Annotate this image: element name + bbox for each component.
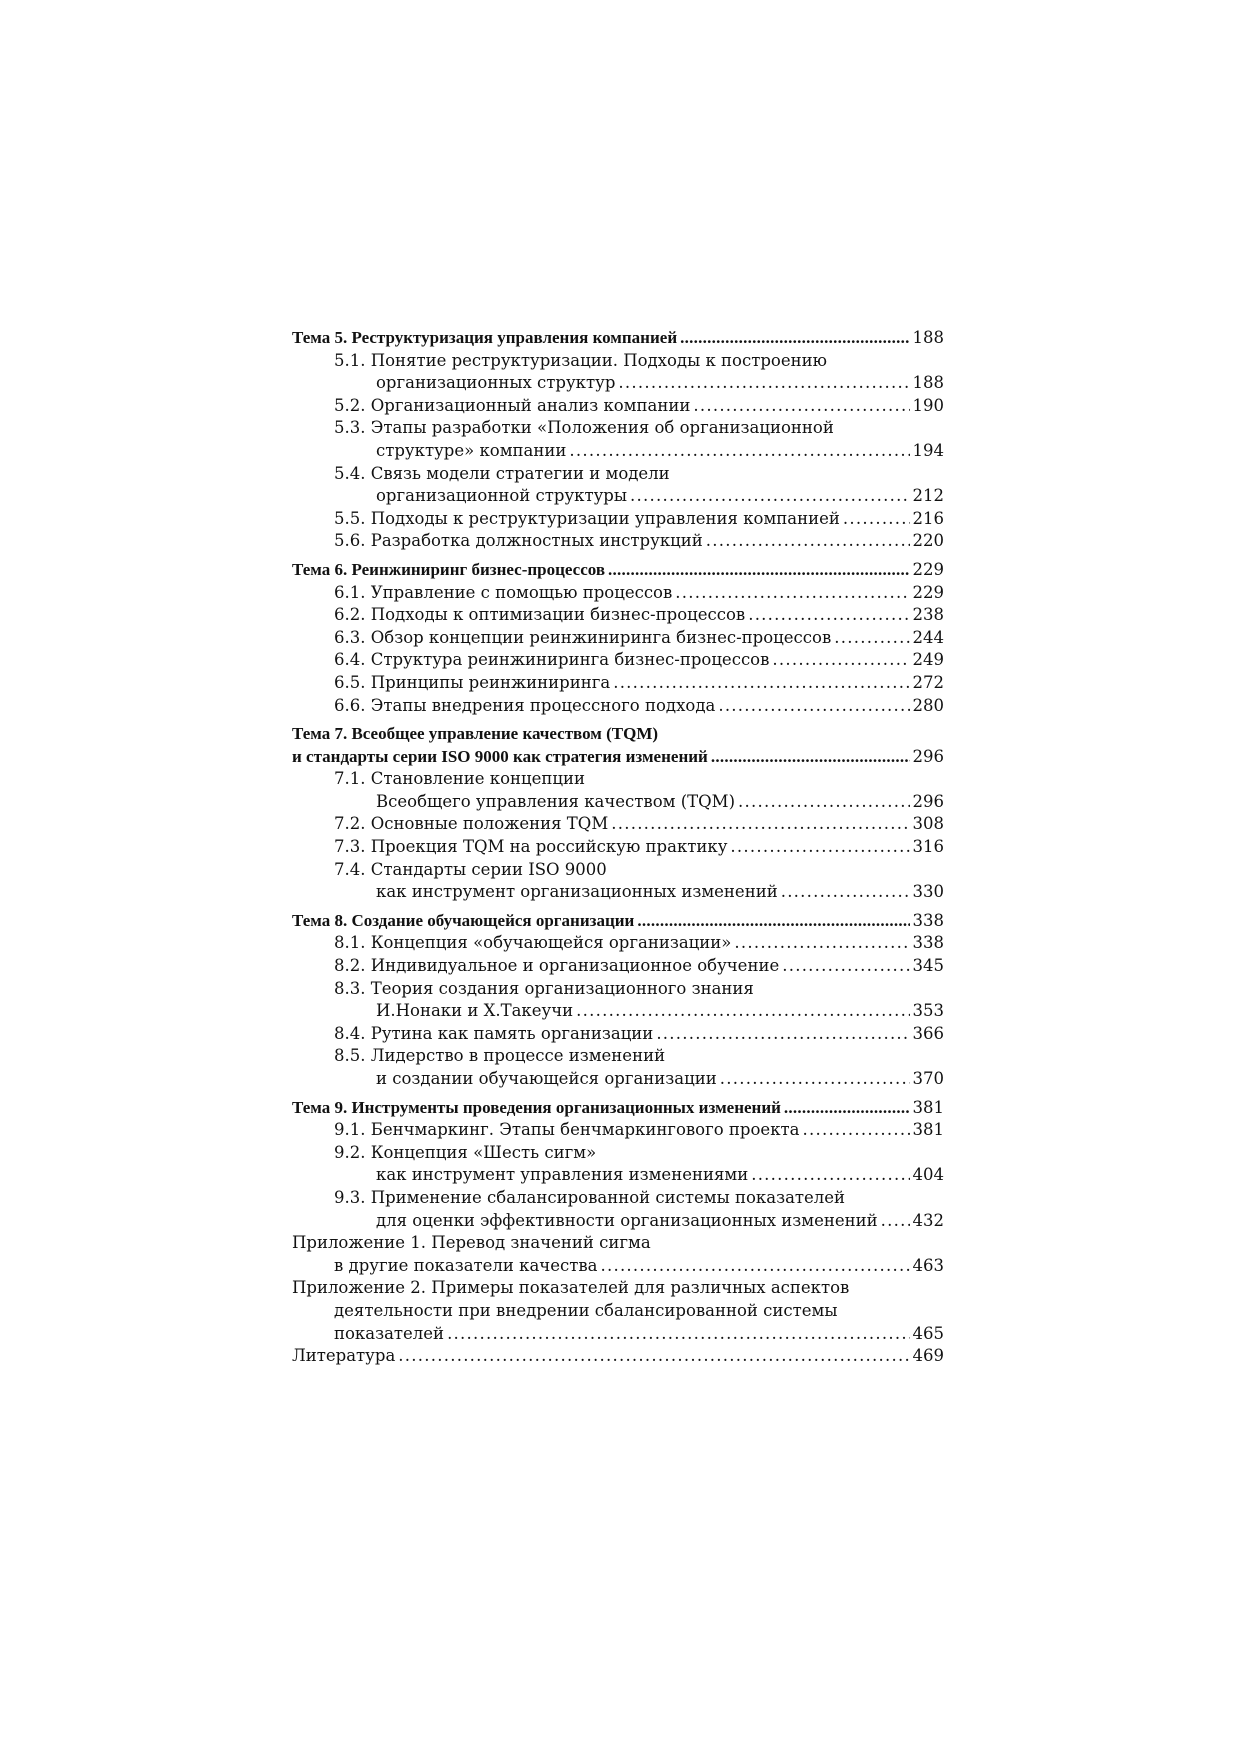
toc-appendix-entry bbox=[334, 1323, 944, 1346]
toc-section-title: 7.3. Проекция TQM на российскую практику bbox=[334, 837, 728, 857]
dot-leader bbox=[630, 485, 909, 508]
toc-appendix bbox=[292, 1232, 944, 1277]
toc-section-line: 5.3. Этапы разработки «Положения об организационной bbox=[334, 418, 834, 438]
dot-leader bbox=[637, 910, 909, 933]
toc-topic-heading bbox=[292, 746, 944, 769]
page-number: 463 bbox=[912, 1255, 944, 1275]
toc-section-title: как инструмент организационных изменений bbox=[376, 882, 778, 902]
dot-leader bbox=[711, 746, 910, 769]
dot-leader bbox=[843, 508, 910, 531]
toc-section-title: 6.1. Управление с помощью процессов bbox=[334, 582, 673, 602]
dot-leader bbox=[569, 440, 909, 463]
toc-section-title: как инструмент управления изменениями bbox=[376, 1165, 749, 1185]
toc-section bbox=[334, 582, 944, 605]
toc-section-line: 9.2. Концепция «Шесть сигм» bbox=[334, 1142, 597, 1162]
toc-section bbox=[334, 955, 944, 978]
toc-section-title: И.Нонаки и Х.Такеучи bbox=[376, 1001, 574, 1021]
toc-section bbox=[376, 881, 944, 904]
toc-appendix-entry-title: в другие показатели качества bbox=[334, 1255, 598, 1275]
toc-section-title: организационной структуры bbox=[376, 486, 628, 506]
page-number: 296 bbox=[912, 791, 944, 811]
toc-appendix bbox=[292, 1277, 944, 1345]
toc-section-title: 6.3. Обзор концепции реинжиниринга бизнес-процессов bbox=[334, 627, 832, 647]
toc-section-title: 9.1. Бенчмаркинг. Этапы бенчмаркингового проекта bbox=[334, 1120, 800, 1140]
toc-section-title: 6.6. Этапы внедрения процессного подхода bbox=[334, 695, 716, 715]
toc-section bbox=[376, 485, 944, 508]
toc-section bbox=[334, 932, 944, 955]
toc-section bbox=[334, 530, 944, 553]
toc-section bbox=[334, 813, 944, 836]
dot-leader bbox=[680, 327, 909, 350]
dot-leader bbox=[881, 1210, 910, 1233]
page-number: 353 bbox=[912, 1001, 944, 1021]
page-number: 280 bbox=[912, 695, 944, 715]
page-number: 212 bbox=[912, 486, 944, 506]
dot-leader bbox=[782, 955, 909, 978]
page-number: 194 bbox=[912, 440, 944, 460]
toc-section-title: 8.4. Рутина как память организации bbox=[334, 1023, 654, 1043]
dot-leader bbox=[781, 881, 910, 904]
toc-appendix-entry-title: показателей bbox=[334, 1323, 445, 1343]
dot-leader bbox=[618, 372, 909, 395]
toc-appendix-line: Приложение 1. Перевод значений сигма bbox=[292, 1233, 651, 1253]
toc-topic-heading bbox=[292, 327, 944, 350]
toc-section bbox=[376, 1164, 944, 1187]
toc-section bbox=[376, 440, 944, 463]
toc-section-title: 5.5. Подходы к реструктуризации управления компанией bbox=[334, 508, 840, 528]
dot-leader bbox=[706, 530, 910, 553]
toc-section bbox=[376, 791, 944, 814]
page-number: 404 bbox=[912, 1165, 944, 1185]
toc-section-line: 5.1. Понятие реструктуризации. Подходы к построению bbox=[334, 350, 827, 370]
toc-section-line: 5.4. Связь модели стратегии и модели bbox=[334, 463, 670, 483]
toc-section bbox=[334, 1023, 944, 1046]
page-number: 249 bbox=[912, 650, 944, 670]
dot-leader bbox=[834, 627, 909, 650]
toc-appendix-entry bbox=[334, 1255, 944, 1278]
page-number: 190 bbox=[912, 395, 944, 415]
toc-topic-heading-title: Тема 9. Инструменты проведения организационных изменений bbox=[292, 1097, 781, 1117]
toc-section-title: 8.1. Концепция «обучающейся организации» bbox=[334, 933, 732, 953]
page-number: 229 bbox=[912, 582, 944, 602]
toc-topic-block bbox=[292, 910, 944, 1091]
dot-leader bbox=[730, 836, 909, 859]
toc-topic-block bbox=[292, 1097, 944, 1233]
dot-leader bbox=[656, 1023, 909, 1046]
toc-section-title: организационных структур bbox=[376, 373, 616, 393]
toc-section-title: 6.5. Принципы реинжиниринга bbox=[334, 672, 611, 692]
page-number: 465 bbox=[912, 1323, 944, 1343]
page-number: 296 bbox=[912, 746, 944, 766]
toc-section-title: 5.6. Разработка должностных инструкций bbox=[334, 531, 703, 551]
dot-leader bbox=[751, 1164, 909, 1187]
toc-section-title: 5.2. Организационный анализ компании bbox=[334, 395, 691, 415]
toc-topic-block bbox=[292, 723, 944, 904]
dot-leader bbox=[608, 559, 910, 582]
page-number: 469 bbox=[912, 1346, 944, 1366]
toc-section-title: 8.2. Индивидуальное и организационное обучение bbox=[334, 956, 780, 976]
dot-leader bbox=[772, 649, 909, 672]
dot-leader bbox=[802, 1119, 909, 1142]
toc-topic-heading-title: и стандарты серии ISO 9000 как стратегия изменений bbox=[292, 746, 708, 766]
page-number: 338 bbox=[912, 933, 944, 953]
toc-section bbox=[376, 372, 944, 395]
toc-topic-heading-title: Тема 8. Создание обучающейся организации bbox=[292, 910, 635, 930]
dot-leader bbox=[693, 395, 909, 418]
toc-topic-heading-title: Тема 5. Реструктуризация управления компанией bbox=[292, 328, 678, 347]
page-number: 238 bbox=[912, 605, 944, 625]
toc-topic-heading-line: Тема 7. Всеобщее управление качеством (TQM) bbox=[292, 724, 659, 744]
toc-section-title: 6.4. Структура реинжиниринга бизнес-процессов bbox=[334, 650, 770, 670]
dot-leader bbox=[576, 1000, 909, 1023]
dot-leader bbox=[613, 672, 909, 695]
dot-leader bbox=[784, 1097, 910, 1120]
page-number: 345 bbox=[912, 956, 944, 976]
toc-appendix-line: Приложение 2. Примеры показателей для различных аспектов bbox=[292, 1278, 850, 1298]
dot-leader bbox=[734, 932, 909, 955]
toc-section bbox=[334, 695, 944, 718]
toc-topic-heading bbox=[292, 910, 944, 933]
toc-section bbox=[376, 1000, 944, 1023]
toc-topic-heading bbox=[292, 559, 944, 582]
toc-section bbox=[334, 649, 944, 672]
toc-section-line: 7.1. Становление концепции bbox=[334, 769, 586, 789]
table-of-contents bbox=[292, 327, 944, 1368]
page-number: 272 bbox=[912, 672, 944, 692]
toc-section-title: 7.2. Основные положения TQM bbox=[334, 814, 609, 834]
dot-leader bbox=[611, 813, 909, 836]
page-number: 381 bbox=[912, 1120, 944, 1140]
page-number: 308 bbox=[912, 814, 944, 834]
dot-leader bbox=[398, 1345, 909, 1368]
dot-leader bbox=[675, 582, 909, 605]
dot-leader bbox=[718, 695, 909, 718]
toc-section bbox=[334, 604, 944, 627]
toc-section-title: структуре» компании bbox=[376, 440, 567, 460]
toc-section-title: Всеобщего управления качеством (TQM) bbox=[376, 791, 736, 811]
toc-section bbox=[334, 672, 944, 695]
toc-literature-title: Литература bbox=[292, 1346, 396, 1366]
toc-literature bbox=[292, 1345, 944, 1368]
toc-section-line: 8.5. Лидерство в процессе изменений bbox=[334, 1046, 666, 1066]
page-number: 381 bbox=[912, 1097, 944, 1117]
page-number: 216 bbox=[912, 508, 944, 528]
toc-section-line: 9.3. Применение сбалансированной системы показателей bbox=[334, 1187, 846, 1207]
dot-leader bbox=[720, 1068, 910, 1091]
page-number: 330 bbox=[912, 882, 944, 902]
toc-section bbox=[334, 395, 944, 418]
page-number: 188 bbox=[912, 328, 944, 347]
page-number: 188 bbox=[912, 373, 944, 393]
dot-leader bbox=[447, 1323, 909, 1346]
toc-section-title: для оценки эффективности организационных изменений bbox=[376, 1210, 878, 1230]
dot-leader bbox=[748, 604, 909, 627]
toc-section bbox=[334, 508, 944, 531]
toc-topic-block bbox=[292, 327, 944, 553]
toc-section bbox=[376, 1068, 944, 1091]
toc-section-title: 6.2. Подходы к оптимизации бизнес-процессов bbox=[334, 605, 746, 625]
page-number: 220 bbox=[912, 531, 944, 551]
page-number: 432 bbox=[912, 1210, 944, 1230]
toc-topic-heading-title: Тема 6. Реинжиниринг бизнес-процессов bbox=[292, 559, 605, 579]
toc-section bbox=[376, 1210, 944, 1233]
page-number: 370 bbox=[912, 1069, 944, 1088]
page-number: 316 bbox=[912, 837, 944, 857]
toc-topic-block bbox=[292, 559, 944, 717]
toc-section bbox=[334, 1119, 944, 1142]
toc-topic-heading bbox=[292, 1097, 944, 1120]
toc-section-line: 7.4. Стандарты серии ISO 9000 bbox=[334, 859, 607, 879]
page-number: 366 bbox=[912, 1023, 944, 1043]
page-number: 338 bbox=[912, 910, 944, 930]
page-number: 244 bbox=[912, 627, 944, 647]
toc-section bbox=[334, 627, 944, 650]
dot-leader bbox=[600, 1255, 909, 1278]
dot-leader bbox=[738, 791, 909, 814]
toc-section-line: 8.3. Теория создания организационного знания bbox=[334, 978, 754, 998]
toc-section bbox=[334, 836, 944, 859]
page-number: 229 bbox=[912, 559, 944, 579]
toc-section-title: и создании обучающейся организации bbox=[376, 1069, 717, 1088]
toc-appendix-line: деятельности при внедрении сбалансированной системы bbox=[334, 1300, 838, 1320]
